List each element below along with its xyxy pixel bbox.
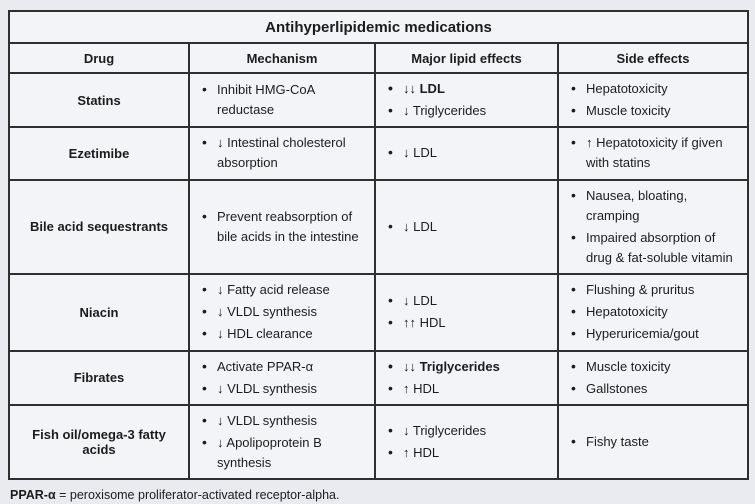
- table-row: [9, 180, 748, 275]
- bullet-item: • Prevent reabsorption of bile acids in the intestine: [200, 207, 368, 247]
- bullet-list: [386, 421, 551, 463]
- bullet-list: [200, 411, 368, 473]
- side-effects-cell: [558, 351, 748, 405]
- mechanism-cell: [189, 180, 375, 275]
- column-header-side-effects: Side effects: [558, 43, 748, 73]
- bullet-list: [200, 357, 368, 399]
- lipid-effects-cell: [375, 127, 558, 179]
- bullet-item: • ↑↑ HDL: [386, 313, 551, 333]
- bullet-item: • ↓ VLDL synthesis: [200, 379, 368, 399]
- bullet-item: • ↓ VLDL synthesis: [200, 302, 368, 322]
- mechanism-cell: [189, 274, 375, 350]
- lipid-effects-cell: [375, 180, 558, 275]
- bullet-list: [386, 143, 551, 163]
- column-header-lipid-effects: Major lipid effects: [375, 43, 558, 73]
- bullet-item: • ↓ Triglycerides: [386, 101, 551, 121]
- column-header-drug: Drug: [9, 43, 189, 73]
- table-title: Antihyperlipidemic medications: [9, 11, 748, 43]
- mechanism-cell: [189, 405, 375, 479]
- bullet-item: • Fishy taste: [569, 432, 741, 452]
- bullet-item: • ↓ LDL: [386, 217, 551, 237]
- drug-name-cell: Statins: [9, 73, 189, 127]
- bullet-item: • ↓ Intestinal cholesterol absorption: [200, 133, 368, 173]
- table-body: [9, 73, 748, 479]
- lipid-effects-cell: [375, 73, 558, 127]
- drug-name-cell: Fibrates: [9, 351, 189, 405]
- lipid-effects-cell: [375, 274, 558, 350]
- mechanism-cell: [189, 351, 375, 405]
- lipid-effects-cell: [375, 351, 558, 405]
- bullet-item: • Nausea, bloating, cramping: [569, 186, 741, 226]
- bullet-list: [200, 280, 368, 344]
- bullet-item: • Hepatotoxicity: [569, 79, 741, 99]
- bullet-item: • Muscle toxicity: [569, 357, 741, 377]
- bullet-list: [569, 186, 741, 269]
- bullet-item: • ↑ Hepatotoxicity if given with statins: [569, 133, 741, 173]
- bullet-list: [200, 207, 368, 247]
- bullet-item: • ↓ Fatty acid release: [200, 280, 368, 300]
- footnote-definition: = peroxisome proliferator-activated receptor-alpha.: [55, 488, 340, 503]
- lipid-effects-cell: [375, 405, 558, 479]
- bullet-list: [569, 432, 741, 452]
- bullet-list: [569, 79, 741, 121]
- column-header-mechanism: Mechanism: [189, 43, 375, 73]
- side-effects-cell: [558, 274, 748, 350]
- bullet-item: • ↓ Apolipoprotein B synthesis: [200, 433, 368, 473]
- bullet-item: • Impaired absorption of drug & fat-soluble vitamin: [569, 228, 741, 268]
- drug-name-cell: Niacin: [9, 274, 189, 350]
- column-header-row: [9, 43, 748, 73]
- table-row: [9, 405, 748, 479]
- bullet-item: • ↓↓ Triglycerides: [386, 357, 551, 377]
- bullet-item: • ↓ VLDL synthesis: [200, 411, 368, 431]
- bullet-item: • Flushing & pruritus: [569, 280, 741, 300]
- bullet-list: [386, 217, 551, 237]
- bullet-item: • Hyperuricemia/gout: [569, 324, 741, 344]
- side-effects-cell: [558, 127, 748, 179]
- medications-table: [8, 10, 749, 480]
- bullet-item: • ↓↓ LDL: [386, 79, 551, 99]
- drug-name-cell: Ezetimibe: [9, 127, 189, 179]
- footnote-term: PPAR-α: [10, 488, 56, 503]
- table-row: [9, 127, 748, 179]
- bullet-list: [386, 79, 551, 121]
- mechanism-cell: [189, 127, 375, 179]
- drug-name-cell: Bile acid sequestrants: [9, 180, 189, 275]
- side-effects-cell: [558, 180, 748, 275]
- bullet-item: • ↓ LDL: [386, 291, 551, 311]
- title-row: [9, 11, 748, 43]
- bullet-list: [569, 133, 741, 173]
- table-row: [9, 274, 748, 350]
- side-effects-cell: [558, 73, 748, 127]
- bullet-item: • Gallstones: [569, 379, 741, 399]
- bullet-list: [569, 357, 741, 399]
- mechanism-cell: [189, 73, 375, 127]
- footnote: [10, 487, 747, 503]
- bullet-item: • ↓ LDL: [386, 143, 551, 163]
- bullet-list: [569, 280, 741, 344]
- bullet-item: • Hepatotoxicity: [569, 302, 741, 322]
- bullet-item: • ↑ HDL: [386, 379, 551, 399]
- bullet-item: • Activate PPAR-α: [200, 357, 368, 377]
- bullet-item: • Inhibit HMG-CoA reductase: [200, 80, 368, 120]
- table-row: [9, 73, 748, 127]
- bullet-list: [200, 133, 368, 173]
- bullet-item: • ↑ HDL: [386, 443, 551, 463]
- bullet-list: [386, 357, 551, 399]
- bullet-list: [200, 80, 368, 120]
- side-effects-cell: [558, 405, 748, 479]
- bullet-item: • Muscle toxicity: [569, 101, 741, 121]
- drug-name-cell: Fish oil/omega-3 fatty acids: [9, 405, 189, 479]
- bullet-item: • ↓ Triglycerides: [386, 421, 551, 441]
- bullet-list: [386, 291, 551, 333]
- bullet-item: • ↓ HDL clearance: [200, 324, 368, 344]
- table-row: [9, 351, 748, 405]
